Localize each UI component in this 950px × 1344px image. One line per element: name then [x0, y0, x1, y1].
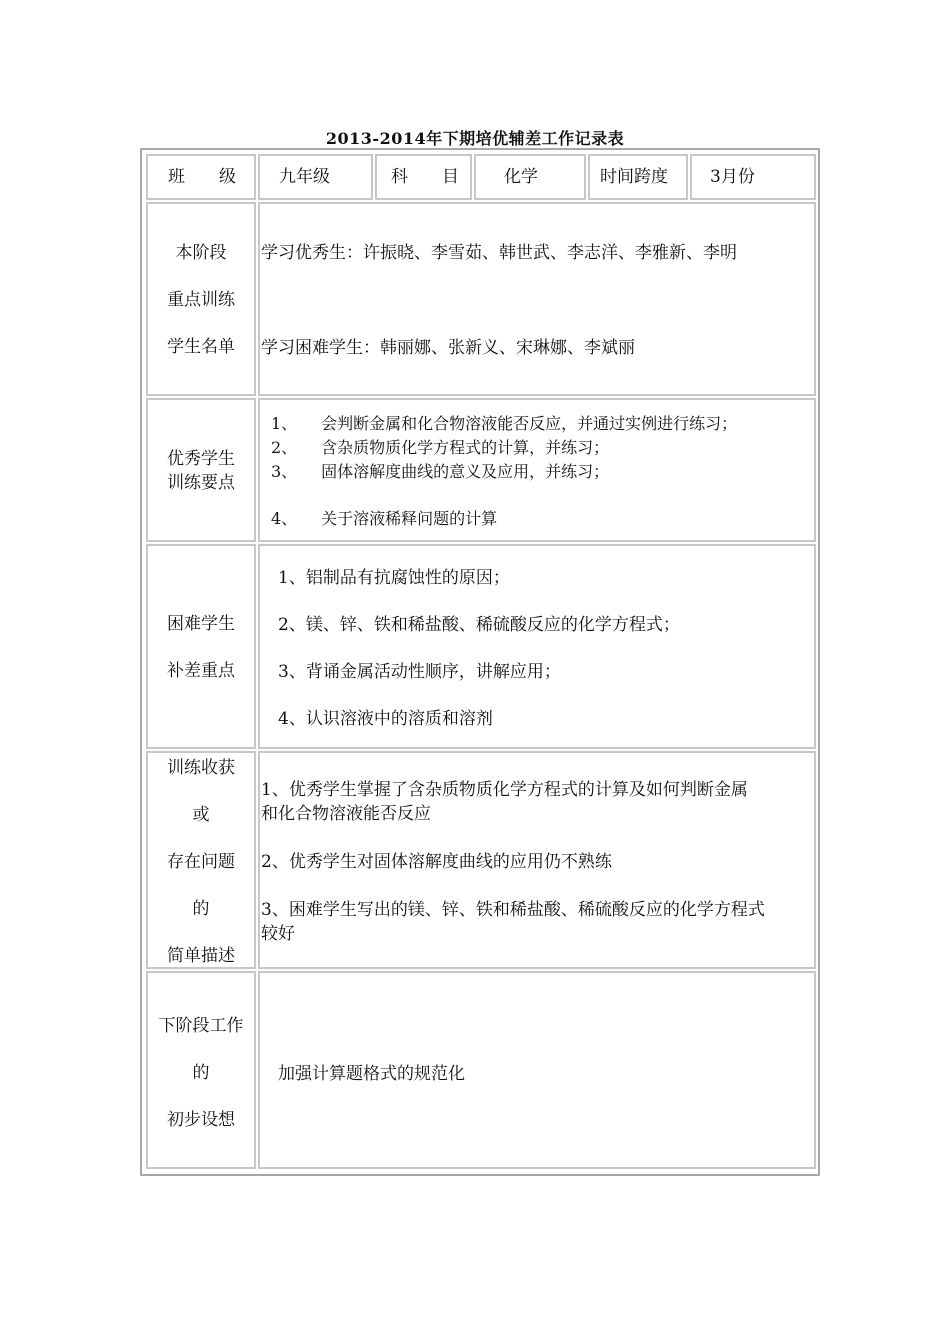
span-value: 3月份 — [710, 167, 755, 187]
results-label-line2: 或 — [192, 805, 210, 825]
difficult-point-item: 4、认识溶液中的溶质和溶剂 — [278, 709, 493, 729]
excellent-point-item: 2、 含杂质物质化学方程式的计算，并练习； — [271, 438, 610, 457]
excellent-point-item: 3、 固体溶解度曲线的意义及应用，并练习； — [271, 462, 610, 481]
next-plan-label-line3: 初步设想 — [167, 1110, 235, 1130]
results-label-line3: 存在问题 — [167, 852, 235, 872]
results-label-line4: 的 — [192, 899, 210, 919]
class-value: 九年级 — [279, 167, 330, 187]
result-item-1-line2: 和化合物溶液能否反应 — [261, 804, 431, 824]
difficult-points-label-line1: 困难学生 — [167, 614, 235, 634]
excellent-point-item: 4、 关于溶液稀释问题的计算 — [271, 509, 498, 528]
results-label-line1: 训练收获 — [167, 758, 235, 778]
difficult-students-list: 学习困难学生：韩丽娜、张新义、宋琳娜、李斌丽 — [261, 338, 635, 358]
result-item-3-line1: 3、困难学生写出的镁、锌、铁和稀盐酸、稀硫酸反应的化学方程式 — [261, 900, 765, 920]
difficult-point-item: 1、铝制品有抗腐蚀性的原因； — [278, 568, 510, 588]
result-item-2: 2、优秀学生对固体溶解度曲线的应用仍不熟练 — [261, 852, 612, 872]
difficult-points-label-cell — [146, 544, 256, 749]
next-plan-content: 加强计算题格式的规范化 — [278, 1064, 465, 1084]
document-title: 2013-2014年下期培优辅差工作记录表 — [325, 129, 625, 148]
key-students-label-line1: 本阶段 — [175, 243, 227, 263]
difficult-points-label-line2: 补差重点 — [167, 661, 235, 681]
excellent-point-item: 1、 会判断金属和化合物溶液能否反应，并通过实例进行练习； — [271, 414, 738, 433]
span-label: 时间跨度 — [600, 167, 668, 187]
excellent-points-label-line1: 优秀学生 — [167, 449, 235, 469]
results-label-line5: 简单描述 — [167, 946, 235, 966]
subject-label: 科 目 — [391, 167, 459, 187]
result-item-3-line2: 较好 — [261, 924, 295, 944]
excellent-students-list: 学习优秀生：许振晓、李雪茹、韩世武、李志洋、李雅新、李明 — [261, 243, 737, 263]
excellent-points-label-line2: 训练要点 — [167, 473, 235, 493]
key-students-label-line3: 学生名单 — [167, 337, 235, 357]
next-plan-label-line2: 的 — [192, 1063, 210, 1083]
key-students-content-cell — [258, 202, 816, 396]
class-label: 班 级 — [168, 167, 236, 187]
difficult-point-item: 2、镁、锌、铁和稀盐酸、稀硫酸反应的化学方程式； — [278, 615, 680, 635]
difficult-point-item: 3、背诵金属活动性顺序，讲解应用； — [278, 662, 561, 682]
result-item-1-line1: 1、优秀学生掌握了含杂质物质化学方程式的计算及如何判断金属 — [261, 780, 748, 800]
subject-value: 化学 — [504, 167, 538, 187]
key-students-label-line2: 重点训练 — [167, 290, 235, 310]
next-plan-label-line1: 下阶段工作 — [158, 1016, 244, 1036]
